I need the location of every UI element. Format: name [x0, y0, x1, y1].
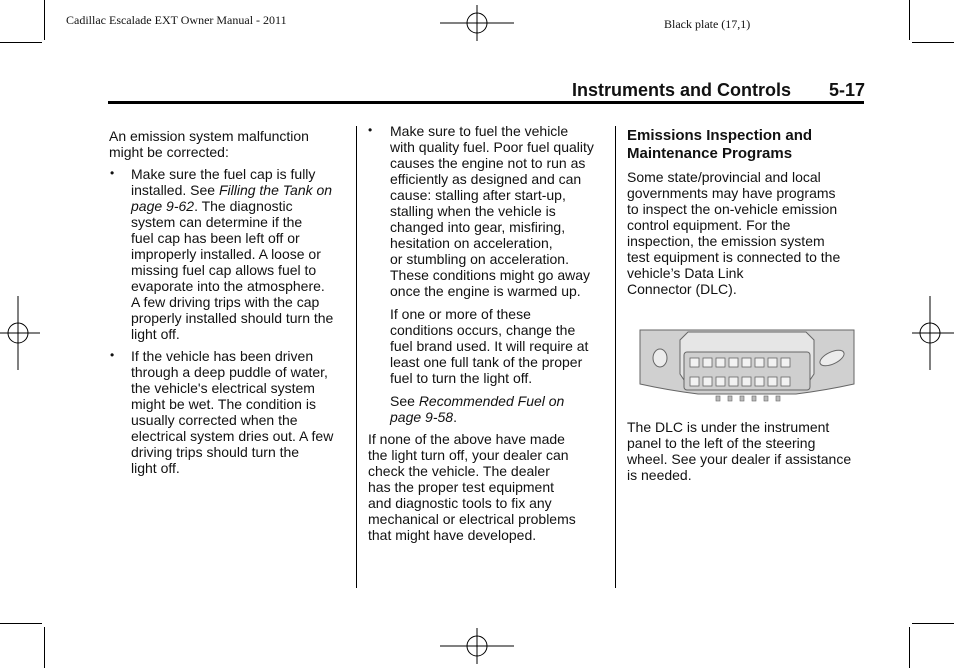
page-number: 5-17	[829, 80, 866, 100]
text-line: cause: stalling after start-up,	[390, 187, 566, 203]
text-line: usually corrected when the	[131, 412, 298, 428]
text-line: the light turn off, your dealer can	[368, 447, 569, 463]
text-line: inspection, the emission system	[627, 233, 825, 249]
cross-reference-link[interactable]: Filling the Tank on	[218, 182, 333, 198]
column-divider	[356, 126, 357, 588]
bullet-marker: •	[368, 123, 373, 137]
text-run: .	[453, 409, 457, 425]
subsection-heading	[627, 127, 867, 163]
text-line: might be wet. The condition is	[131, 396, 316, 412]
text-line: least one full tank of the proper	[390, 354, 583, 370]
closing-paragraph	[368, 431, 612, 543]
text-line: might be corrected:	[109, 144, 229, 160]
crop-mark	[44, 0, 45, 40]
text-line: The DLC is under the instrument	[627, 419, 830, 435]
bullet-marker: •	[110, 348, 115, 362]
plate-label: Black plate (17,1)	[664, 17, 751, 31]
text-line: Make sure to fuel the vehicle	[390, 123, 569, 139]
crop-mark	[912, 623, 954, 624]
text-line: missing fuel cap allows fuel to	[131, 262, 317, 278]
text-line	[131, 198, 351, 214]
text-line: properly installed should turn the	[131, 310, 334, 326]
text-line: Make sure the fuel cap is fully	[131, 166, 316, 182]
text-run: . The diagnostic	[194, 198, 293, 214]
text-run: installed. See	[131, 182, 219, 198]
text-line: evaporate into the atmosphere.	[131, 278, 325, 294]
text-line: control equipment. For the	[627, 217, 791, 233]
cross-reference-link[interactable]: page 9-58	[390, 409, 454, 425]
see-reference	[390, 393, 612, 425]
text-line: system can determine if the	[131, 214, 303, 230]
text-line	[390, 409, 612, 425]
crop-mark	[909, 627, 910, 668]
text-line: light off.	[131, 326, 180, 342]
heading-line: Emissions Inspection and	[627, 127, 813, 144]
text-line: panel to the left of the steering	[627, 435, 816, 451]
crop-mark	[44, 627, 45, 668]
text-line: efficiently as designed and can	[390, 171, 582, 187]
bullet-item-fuel-cap	[131, 166, 351, 342]
dlc-location-paragraph	[627, 419, 867, 483]
text-line: Some state/provincial and local	[627, 169, 821, 185]
intro-paragraph	[109, 128, 349, 160]
registration-mark-left	[0, 296, 40, 370]
text-line: Connector (DLC).	[627, 281, 737, 297]
text-line: has the proper test equipment	[368, 479, 555, 495]
text-line: driving trips should turn the	[131, 444, 300, 460]
text-line: test equipment is connected to the	[627, 249, 841, 265]
text-line: is needed.	[627, 467, 692, 483]
text-line: vehicle’s Data Link	[627, 265, 744, 281]
cross-reference-link[interactable]: Recommended Fuel on	[418, 393, 565, 409]
text-line: causes the engine not to run as	[390, 155, 586, 171]
crop-mark	[0, 42, 42, 43]
text-line	[390, 393, 612, 409]
text-line: fuel cap has been left off or	[131, 230, 300, 246]
text-line: hesitation on acceleration,	[390, 235, 553, 251]
text-line: governments may have programs	[627, 185, 836, 201]
crop-mark	[0, 623, 42, 624]
bullet-item-puddle	[131, 348, 353, 476]
text-line	[131, 182, 351, 198]
text-run: See	[390, 393, 419, 409]
text-line: once the engine is warmed up.	[390, 283, 581, 299]
text-line: A few driving trips with the cap	[131, 294, 320, 310]
text-line: light off.	[131, 460, 180, 476]
text-line: stalling when the vehicle is	[390, 203, 556, 219]
text-line: An emission system malfunction	[109, 128, 309, 144]
text-line: fuel brand used. It will require at	[390, 338, 589, 354]
bullet-item-fuel-quality	[390, 123, 612, 299]
text-line: These conditions might go away	[390, 267, 590, 283]
bullet-marker: •	[110, 166, 115, 180]
text-line: that might have developed.	[368, 527, 537, 543]
registration-mark-bottom	[440, 628, 514, 664]
text-line: through a deep puddle of water,	[131, 364, 328, 380]
dlc-connector-illustration	[636, 326, 858, 404]
column-divider	[615, 126, 616, 588]
heading-line: Maintenance Programs	[627, 145, 793, 162]
registration-mark-right	[912, 296, 954, 370]
text-line: the vehicle's electrical system	[131, 380, 315, 396]
text-line: and diagnostic tools to fix any	[368, 495, 552, 511]
text-line: with quality fuel. Poor fuel quality	[390, 139, 594, 155]
text-line: If one or more of these	[390, 306, 531, 322]
text-line: If the vehicle has been driven	[131, 348, 314, 364]
header-rule	[108, 101, 864, 104]
cross-reference-link[interactable]: page 9-62	[131, 198, 195, 214]
text-line: or stumbling on acceleration.	[390, 251, 569, 267]
emissions-paragraph	[627, 169, 867, 297]
text-line: improperly installed. A loose or	[131, 246, 321, 262]
text-line: electrical system dries out. A few	[131, 428, 334, 444]
section-title: Instruments and Controls	[572, 80, 792, 100]
text-line: fuel to turn the light off.	[390, 370, 533, 386]
registration-mark-top	[440, 5, 514, 41]
text-line: check the vehicle. The dealer	[368, 463, 550, 479]
text-line: mechanical or electrical problems	[368, 511, 576, 527]
text-line: changed into gear, misfiring,	[390, 219, 566, 235]
text-line: conditions occurs, change the	[390, 322, 576, 338]
manual-title: Cadillac Escalade EXT Owner Manual - 2011	[66, 13, 287, 27]
fuel-brand-paragraph	[390, 306, 612, 386]
text-line: wheel. See your dealer if assistance	[627, 451, 852, 467]
crop-mark	[909, 0, 910, 40]
crop-mark	[912, 42, 954, 43]
text-line: If none of the above have made	[368, 431, 565, 447]
text-line: to inspect the on-vehicle emission	[627, 201, 838, 217]
